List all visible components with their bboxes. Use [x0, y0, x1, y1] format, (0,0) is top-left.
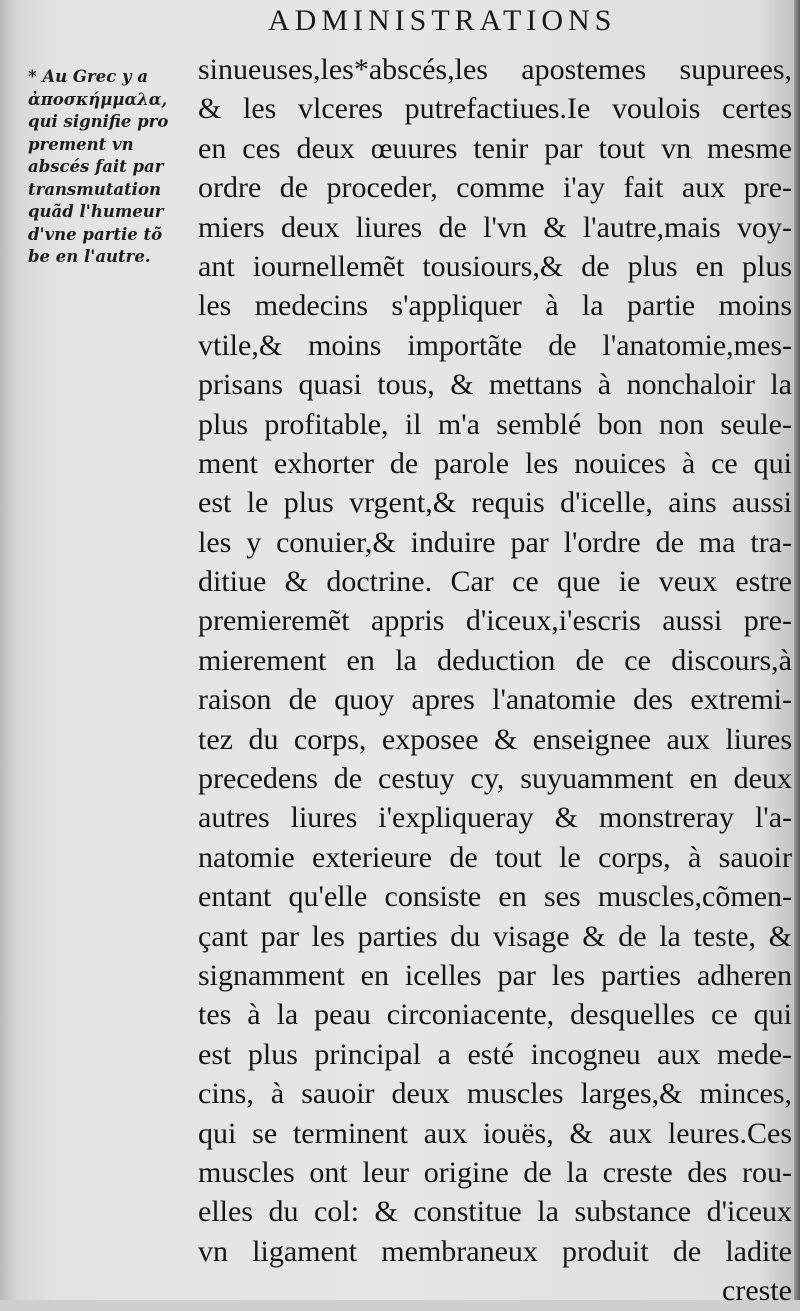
- body-text: [198, 50, 792, 1311]
- body-line: miers deux liures de l'vn & l'autre,mais voy-: [198, 210, 792, 244]
- body-line: muscles ont leur origine de la creste des rou-: [198, 1155, 792, 1189]
- body-line: raison de quoy apres l'anatomie des extremi-: [198, 683, 792, 717]
- body-line: est plus principal a esté incogneu aux mede-: [198, 1037, 792, 1071]
- body-line: signamment en icelles par les parties adheren: [198, 958, 792, 992]
- body-line: & les vlceres putrefactiues.Ie voulois certes: [198, 92, 792, 126]
- body-line: autres liures i'expliqueray & monstreray l'a-: [198, 801, 792, 835]
- margin-note: [28, 66, 188, 269]
- body-line: les medecins s'appliquer à la partie moins: [198, 289, 792, 323]
- body-line: mierement en la deduction de ce discours,à: [198, 643, 792, 677]
- body-line: cins, à sauoir deux muscles larges,& minces,: [198, 1077, 792, 1111]
- body-line: sinueuses,les*abscés,les apostemes supurees,: [198, 53, 792, 86]
- catchword: creste: [722, 1274, 792, 1308]
- body-line: tez du corps, exposee & enseignee aux liures: [198, 722, 792, 756]
- body-line: ditiue & doctrine. Car ce que ie veux estre: [198, 565, 792, 599]
- body-line: prisans quasi tous, & mettans à nonchaloir la: [198, 368, 792, 402]
- body-line: entant qu'elle consiste en ses muscles,cõmen-: [198, 880, 792, 914]
- body-line: plus profitable, il m'a semblé bon non seule-: [198, 407, 792, 441]
- margin-note-line: transmutation: [28, 179, 161, 199]
- body-line: ment exhorter de parole les nouices à ce qui: [198, 446, 792, 480]
- body-line: ordre de proceder, comme i'ay fait aux pre-: [198, 171, 792, 205]
- margin-note-line: prement vn: [28, 134, 134, 154]
- body-line: vn ligament membraneux produit de ladite: [198, 1234, 792, 1268]
- margin-note-line: abscés fait par: [28, 157, 164, 176]
- body-line: tes à la peau circoniacente, desquelles ce qui: [198, 998, 792, 1032]
- margin-note-line: qui signifie pro: [28, 112, 169, 131]
- body-line: vtile,& moins importãte de l'anatomie,mes-: [198, 328, 792, 362]
- body-line: ant iournellemẽt tousiours,& de plus en plus: [198, 249, 792, 283]
- margin-note-line: * Au Grec y a: [28, 67, 149, 86]
- body-line: les y conuier,& induire par l'ordre de ma tra-: [198, 525, 792, 559]
- margin-note-line: quãd l'humeur: [28, 202, 164, 221]
- running-head: ADMINISTRATIONS: [268, 4, 617, 37]
- body-line: en ces deux œuures tenir par tout vn mesme: [198, 131, 792, 165]
- body-line: çant par les parties du visage & de la teste, &: [198, 919, 792, 953]
- body-line: premieremẽt appris d'iceux,i'escris aussi pre-: [198, 604, 792, 638]
- body-line: elles du col: & constitue la substance d'iceux: [198, 1195, 792, 1229]
- body-line: precedens de cestuy cy, suyuamment en deux: [198, 762, 792, 796]
- margin-note-line: d'vne partie tõ: [28, 224, 163, 244]
- margin-note-line: be en l'autre.: [28, 247, 151, 266]
- page-edge: [794, 0, 800, 1300]
- body-line: natomie exterieure de tout le corps, à sauoir: [198, 840, 792, 874]
- margin-note-line: ἀποσκήμμαλα,: [28, 89, 168, 109]
- body-line: qui se terminent aux iouës, & aux leures.Ces: [198, 1116, 792, 1150]
- body-line: est le plus vrgent,& requis d'icelle, ains aussi: [198, 486, 792, 520]
